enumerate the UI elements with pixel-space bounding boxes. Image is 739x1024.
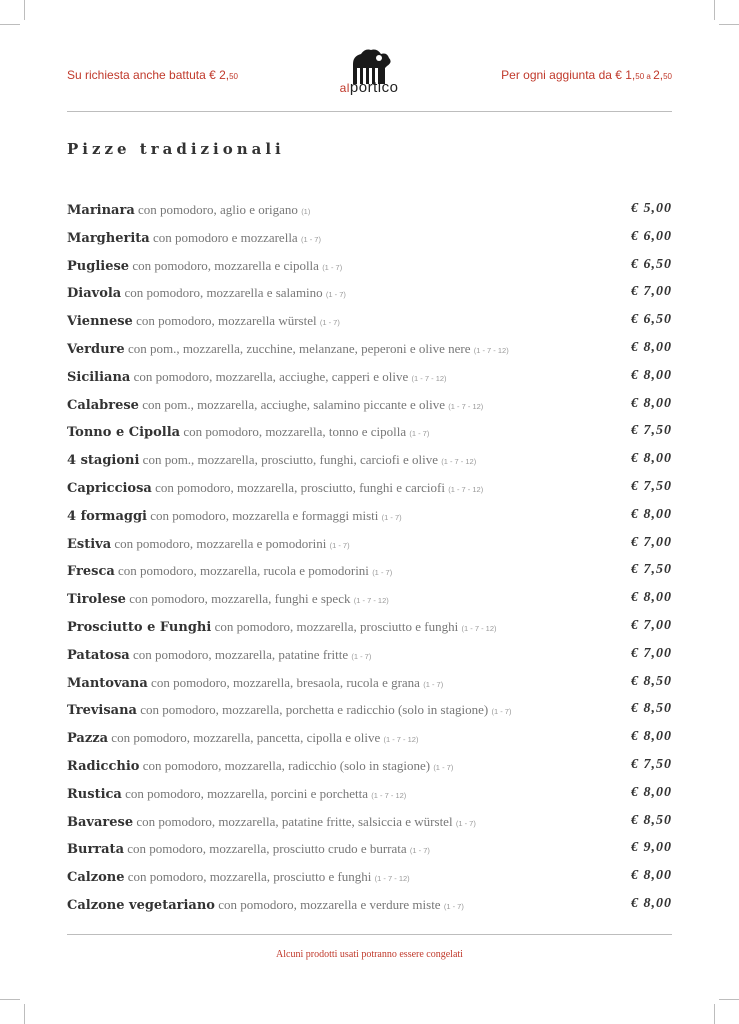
pizza-description: con pomodoro e mozzarella [149, 229, 301, 245]
pizza-name: Calabrese [67, 397, 139, 413]
allergen-codes: (1 - 7 - 12) [383, 735, 419, 745]
pizza-price: € 7,50 [631, 423, 672, 439]
allergen-codes: (1 - 7 - 12) [353, 596, 389, 606]
pizza-name: Marinara [67, 203, 135, 218]
allergen-codes: (1 - 7) [372, 568, 393, 578]
pizza-price: € 6,50 [631, 312, 672, 328]
pizza-name: Capricciosa [67, 480, 152, 496]
menu-item [67, 336, 672, 364]
allergen-codes: (1 - 7) [443, 901, 464, 911]
pizza-name: Margherita [67, 230, 150, 246]
pizza-price: € 8,00 [631, 506, 672, 522]
pizza-name: Patatosa [67, 647, 130, 663]
menu-item [67, 197, 672, 225]
pizza-name: Viennese [67, 314, 133, 330]
allergen-codes: (1 - 7 - 12) [411, 373, 447, 383]
menu-item [67, 308, 672, 336]
crop-mark-top-left-h [0, 24, 20, 25]
pizza-description: con pomodoro, mozzarella, pancetta, cipolla e olive [108, 730, 384, 746]
pizza-name: Verdure [67, 341, 125, 357]
pizza-description: con pomodoro, mozzarella, patatine fritte [129, 646, 352, 662]
pizza-description: con pomodoro, mozzarella, prosciutto e funghi [211, 618, 462, 634]
pizza-price: € 7,00 [631, 617, 672, 633]
pizza-name: Bavarese [67, 814, 134, 830]
menu-item [67, 836, 672, 864]
pizza-name: Fresca [67, 564, 115, 580]
allergen-codes: (1 - 7 - 12) [441, 457, 477, 467]
pizza-price: € 7,50 [631, 756, 672, 772]
pizza-name: Tonno e Cipolla [67, 425, 181, 441]
menu-item [67, 725, 672, 753]
aggiunta-note [501, 68, 672, 82]
allergen-codes: (1 - 7) [329, 540, 350, 550]
crop-mark-bottom-right [714, 1004, 715, 1024]
pizza-description: con pomodoro, mozzarella, bresaola, rucola e grana [147, 674, 424, 690]
pizza-name: Trevisana [67, 703, 137, 719]
menu-item [67, 614, 672, 642]
menu-item [67, 670, 672, 698]
menu-item [67, 586, 672, 614]
pizza-name: Calzone [67, 870, 125, 886]
crop-mark-bottom-left-h [0, 999, 20, 1000]
allergen-codes: (1 - 7) [409, 846, 430, 856]
header-divider [67, 111, 672, 112]
pizza-description: con pomodoro, mozzarella, rucola e pomodorini [114, 563, 373, 579]
menu-item [67, 753, 672, 781]
crop-mark-top-right [714, 0, 715, 20]
allergen-codes: (1 - 7 - 12) [448, 401, 484, 411]
logo-name: portico [349, 79, 399, 96]
allergen-codes: (1 - 7 - 12) [448, 484, 484, 494]
pizza-price: € 7,00 [631, 645, 672, 661]
menu-item [67, 253, 672, 281]
page-header [67, 40, 672, 110]
pizza-name: Mantovana [67, 675, 148, 691]
pizza-description: con pomodoro, mozzarella, porchetta e radicchio (solo in stagione) [136, 702, 492, 718]
pizza-name: 4 formaggi [67, 508, 147, 524]
crop-mark-bottom-left [24, 1004, 25, 1024]
aggiunta-note-cents-b: 50 [663, 72, 672, 81]
menu-item [67, 864, 672, 892]
menu-item [67, 392, 672, 420]
allergen-codes: (1 - 7 - 12) [461, 623, 497, 633]
allergen-codes: (1 - 7) [325, 290, 346, 300]
crop-mark-top-left [24, 0, 25, 20]
pizza-price: € 6,00 [631, 228, 672, 244]
pizza-description: con pomodoro, mozzarella, prosciutto, funghi e carciofi [151, 479, 449, 495]
footer-divider [67, 934, 672, 935]
logo [329, 46, 409, 102]
pizza-description: con pomodoro, mozzarella, patatine fritte, salsiccia e würstel [133, 813, 456, 829]
allergen-codes: (1 - 7) [491, 707, 512, 717]
pizza-price: € 6,50 [631, 256, 672, 272]
menu-item [67, 642, 672, 670]
pizza-description: con pomodoro, mozzarella, tonno e cipolla [180, 424, 410, 440]
pizza-name: Prosciutto e Funghi [67, 619, 212, 635]
pizza-price: € 8,50 [631, 701, 672, 717]
pizza-price: € 8,50 [631, 673, 672, 689]
battuta-note-text: Su richiesta anche battuta € 2, [67, 68, 230, 82]
allergen-codes: (1 - 7) [322, 262, 343, 272]
pizza-description: con pomodoro, mozzarella, acciughe, capperi e olive [130, 368, 412, 384]
aggiunta-note-cents-a: 50 [635, 72, 645, 81]
menu-item [67, 809, 672, 837]
pizza-price: € 8,50 [631, 812, 672, 828]
allergen-codes: (1 - 7) [351, 651, 372, 661]
menu-item [67, 892, 672, 920]
battuta-note-cents: 50 [229, 72, 239, 81]
allergen-codes: (1 - 7) [300, 234, 321, 244]
pizza-name: 4 stagioni [67, 453, 140, 469]
allergen-codes: (1 - 7 - 12) [371, 790, 407, 800]
menu-item [67, 225, 672, 253]
allergen-codes: (1 - 7) [409, 429, 430, 439]
aggiunta-note-connector: a [644, 72, 654, 81]
menu-item [67, 503, 672, 531]
menu-item [67, 447, 672, 475]
pizza-name: Radicchio [67, 758, 140, 774]
pizza-description: con pomodoro, mozzarella, funghi e speck [125, 591, 354, 607]
menu-item [67, 531, 672, 559]
aggiunta-note-text: Per ogni aggiunta da € 1, [501, 68, 636, 82]
crop-mark-top-right-h [719, 24, 739, 25]
pizza-description: con pomodoro, mozzarella, prosciutto e funghi [124, 869, 375, 885]
pizza-name: Siciliana [67, 369, 131, 385]
pizza-price: € 8,00 [631, 395, 672, 411]
battuta-note [67, 68, 238, 82]
pizza-name: Calzone vegetariano [67, 897, 215, 913]
footer-note: Alcuni prodotti usati potranno essere congelati [276, 949, 463, 960]
allergen-codes: (1 - 7 - 12) [374, 874, 410, 884]
aggiunta-note-max: 2, [653, 68, 664, 82]
pizza-description: con pomodoro, mozzarella, prosciutto crudo e burrata [124, 841, 410, 857]
pizza-name: Diavola [67, 286, 122, 302]
pizza-menu [67, 197, 672, 920]
pizza-description: con pomodoro, mozzarella e cipolla [129, 257, 323, 273]
logo-prefix: al [339, 81, 350, 95]
allergen-codes: (1 - 7) [455, 818, 476, 828]
pizza-description: con pom., mozzarella, acciughe, salamino piccante e olive [138, 396, 449, 412]
menu-item [67, 697, 672, 725]
pizza-description: con pomodoro, mozzarella e pomodorini [111, 535, 330, 551]
pizza-price: € 8,00 [631, 367, 672, 383]
pizza-description: con pomodoro, aglio e origano [134, 202, 302, 217]
pizza-price: € 5,00 [631, 201, 672, 216]
pizza-price: € 7,50 [631, 478, 672, 494]
pizza-name: Pugliese [67, 258, 130, 274]
pizza-description: con pomodoro, mozzarella, porcini e porchetta [121, 785, 372, 801]
pizza-description: con pomodoro, mozzarella würstel [132, 313, 320, 329]
menu-item [67, 280, 672, 308]
pizza-price: € 8,00 [631, 590, 672, 606]
pizza-description: con pomodoro, mozzarella e verdure miste [214, 896, 444, 912]
pizza-price: € 8,00 [631, 729, 672, 745]
allergen-codes: (1 - 7 - 12) [473, 345, 509, 355]
pizza-price: € 8,00 [631, 895, 672, 911]
pizza-price: € 8,00 [631, 339, 672, 355]
allergen-codes: (1 - 7) [423, 679, 444, 689]
menu-item [67, 558, 672, 586]
crop-mark-bottom-right-h [719, 999, 739, 1000]
menu-item [67, 475, 672, 503]
pizza-description: con pomodoro, mozzarella e salamino [121, 285, 326, 301]
pizza-name: Tirolese [67, 592, 126, 608]
pizza-price: € 7,00 [631, 534, 672, 550]
pizza-description: con pom., mozzarella, zucchine, melanzane, peperoni e olive nere [124, 340, 474, 356]
pizza-price: € 8,00 [631, 784, 672, 800]
pizza-name: Rustica [67, 786, 122, 802]
allergen-codes: (1 - 7) [381, 512, 402, 522]
section-title: Pizze tradizionali [67, 140, 285, 158]
allergen-codes: (1 - 7) [433, 762, 454, 772]
pizza-name: Pazza [67, 731, 109, 747]
pizza-price: € 7,50 [631, 562, 672, 578]
pizza-price: € 8,00 [631, 868, 672, 884]
pizza-description: con pomodoro, mozzarella, radicchio (solo in stagione) [139, 757, 434, 773]
allergen-codes: (1) [301, 207, 311, 216]
pizza-name: Estiva [67, 536, 112, 552]
allergen-codes: (1 - 7) [319, 318, 340, 328]
pizza-price: € 8,00 [631, 451, 672, 467]
pizza-description: con pom., mozzarella, prosciutto, funghi, carciofi e olive [139, 452, 442, 468]
menu-item [67, 419, 672, 447]
pizza-price: € 9,00 [631, 840, 672, 856]
pizza-name: Burrata [67, 842, 124, 858]
pizza-description: con pomodoro, mozzarella e formaggi misti [146, 507, 382, 523]
menu-item [67, 364, 672, 392]
pizza-price: € 7,00 [631, 284, 672, 300]
logo-text [329, 79, 409, 96]
menu-item [67, 781, 672, 809]
